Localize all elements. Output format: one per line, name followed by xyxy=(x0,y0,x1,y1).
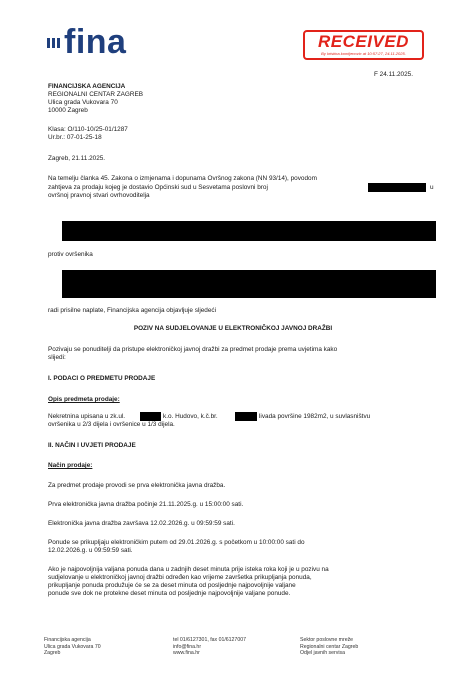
footer-text: Financijska agencija xyxy=(44,637,91,643)
intro-line-3: ovršnoj pravnoj stvari ovrhovoditelja xyxy=(48,192,150,199)
section-2-heading: II. NAČIN I UVJETI PRODAJE xyxy=(48,442,136,449)
invite-line-2: slijedi: xyxy=(48,354,66,361)
description-line-2: ovršenika u 2/3 dijela i ovršenice u 1/3 dijela. xyxy=(48,421,175,428)
footer-column-1 xyxy=(44,637,101,657)
last-para-line-1: Ako je najpovoljnija valjana ponuda dana u zadnjih deset minuta prije isteka roka koji je u pozivu na xyxy=(48,566,329,573)
footer-email-link[interactable]: info@fina.hr xyxy=(173,643,202,650)
klasa: Klasa: O/110-10/25-01/1287 xyxy=(48,126,128,133)
redaction-box xyxy=(62,270,436,298)
announcement: radi prisilne naplate, Financijska agencija objavljuje sljedeći xyxy=(48,307,217,314)
document-reference: F 24.11.2025. xyxy=(374,71,413,78)
footer-column-3 xyxy=(300,637,358,657)
redaction-box xyxy=(62,221,436,241)
last-para-line-2: sudjelovanje u elektroničkoj javnoj dražbi određen kao vrijeme završetka prikupljanja ponuda, xyxy=(48,574,312,581)
sender-street: Ulica grada Vukovara 70 xyxy=(48,99,118,106)
received-stamp xyxy=(303,30,424,60)
against-label: protiv ovršenika xyxy=(48,251,93,258)
main-heading: POZIV NA SUDJELOVANJE U ELEKTRONIČKOJ JAVNOJ DRAŽBI xyxy=(133,325,333,332)
footer-text: Ulica grada Vukovara 70 xyxy=(44,643,101,650)
intro-line-2-end: u xyxy=(430,184,434,191)
footer-text: tel 01/6127301, fax 01/6127007 xyxy=(173,637,246,643)
fina-logo-bars-icon xyxy=(47,38,60,48)
offers-line-2: 12.02.2026.g. u 09:59:59 sati. xyxy=(48,547,133,554)
method-title: Način prodaje: xyxy=(48,462,93,469)
footer-text: Regionalni centar Zagreb xyxy=(300,643,359,650)
footer-column-2 xyxy=(173,637,246,657)
redaction-box xyxy=(140,412,161,421)
footer-text: Zagreb xyxy=(44,650,61,656)
intro-line-1: Na temelju članka 45. Zakona o izmjenama i dopunama Ovršnog zakona (NN 93/14), povodom xyxy=(48,175,317,182)
sale-line-2: Prva elektronička javna dražba počinje 21.11.2025.g. u 15:00:00 sati. xyxy=(48,501,244,508)
fina-logo: fina xyxy=(64,23,127,61)
invite-line-1: Pozivaju se ponuditelji da pristupe elektroničkoj javnoj dražbi za predmet prodaje prema uvjetima kako xyxy=(48,346,338,353)
section-1-heading: I. PODACI O PREDMETU PRODAJE xyxy=(48,375,156,382)
last-para-line-3: prikupljanje ponuda produžuje će se za deset minuta od posljednje najpovoljnije valjane xyxy=(48,582,296,589)
footer-website-link[interactable]: www.fina.hr xyxy=(173,650,200,656)
description-title: Opis predmeta prodaje: xyxy=(48,396,120,403)
sale-line-1: Za predmet prodaje provodi se prva elektronička javna dražba. xyxy=(48,482,226,489)
intro-line-2: zahtjeva za prodaju kojeg je dostavio Općinski sud u Sesvetama poslovni broj xyxy=(48,184,268,191)
redaction-box xyxy=(235,412,257,421)
place-date: Zagreb, 21.11.2025. xyxy=(48,155,106,162)
sale-line-3: Elektronička javna dražba završava 12.02.2026.g. u 09:59:59 sati. xyxy=(48,520,235,527)
description-line-1a: Nekretnina upisana u zk.ul. xyxy=(48,413,126,420)
urbr: Ur.br.: 07-01-25-18 xyxy=(48,134,102,141)
footer-text: Odjel javnih servisa xyxy=(300,650,345,656)
description-line-1c: livada površine 1982m2, u suvlasništvu xyxy=(259,413,371,420)
sender-city: 10000 Zagreb xyxy=(48,107,88,114)
sender-name: FINANCIJSKA AGENCIJA xyxy=(48,83,126,90)
footer-text: Sektor poslovne mreže xyxy=(300,637,354,643)
redaction-box xyxy=(368,183,426,192)
stamp-title: RECEIVED xyxy=(318,32,409,51)
last-para-line-4: ponude sve dok ne protekne deset minuta od posljednje najpovoljnije valjane ponude. xyxy=(48,590,291,597)
stamp-subtitle: By kristina.komljenovic at 10:57:27, 24.11.2025. xyxy=(321,51,406,56)
sender-center: REGIONALNI CENTAR ZAGREB xyxy=(48,91,144,98)
description-line-1b: k.o. Hudovo, k.č.br. xyxy=(163,413,218,420)
offers-line-1: Ponude se prikupljaju elektroničkim putem od 29.01.2026.g. s početkom u 10:00:00 sati do xyxy=(48,539,305,546)
